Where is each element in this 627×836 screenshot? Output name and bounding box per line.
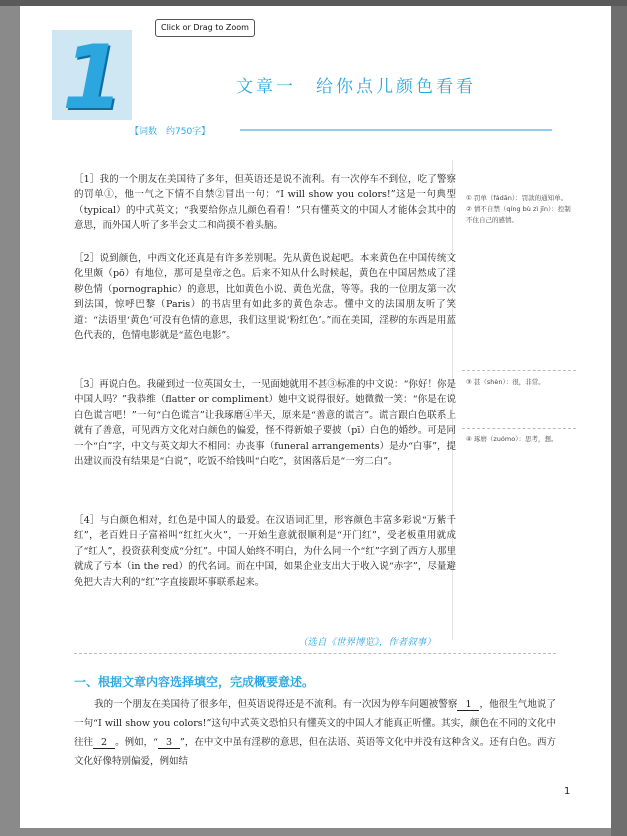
footnote-1: ① 罚单（fádān）：罚款的通知单。 — [466, 194, 568, 202]
footnote-3: ③ 甚（shèn）：很，非常。 — [466, 378, 545, 386]
exercise-heading: 一、根据文章内容选择填空，完成概要意述。 — [74, 675, 315, 689]
article-paragraph-2: ［2］说到颜色，中西文化还真是有许多差别呢。先从黄色说起吧。本来黄色在中国传统文化里颇（pō）有地位，那可是皇帝之色。后来不知从什么时候起，黄色在中国居然成了淫秽色情（pornographic）的意思，比如黄色小说、黄色光盘，等等。我的一位朋友第一次到法国，惊呼巴黎（Paris）的书店里有如此多的黄色杂志。懂中文的法国朋友听了笑道：“法语里‘黄色’可没有色情的意思，我们这里说‘粉红色’。”而在美国，淫秽的东西是用蓝色代表的，色情电影就是“蓝色电影”。 — [74, 253, 456, 342]
chapter-number: 1 — [62, 26, 124, 129]
note-separator — [462, 428, 576, 429]
note-separator — [462, 370, 576, 371]
article-paragraph-1: ［1］我的一个朋友在美国待了多年，但英语还是说不流利。有一次停车不到位，吃了警察的罚单①，他一气之下情不自禁②冒出一句：“I will show you colors!”这是一句典型（typical）的中式英文；“我要给你点儿颜色看看！”只有懂英文的中国人才能体会其中的意思，而外国人听了多半会丈二和尚摸不着头脑。 — [74, 174, 456, 232]
blank-2[interactable]: 2 — [93, 737, 115, 749]
article-paragraph-3: ［3］再说白色。我碰到过一位英国女士，一见面她就用不甚③标准的中文说：“你好！你是中国人吗？”我恭维（flatter or compliment）她中文说得很好。她微微一笑：“你是在说白色谎言吧！”一句“白色谎言”让我琢磨④半天，原来是“善意的谎言”。谎言跟白色联系上就有了善意，可见西方文化对白颜色的偏爱，怪不得新娘子要披（pī）白色的婚纱。可是同一个“白”字，中文与英文却大不相同：办丧事（funeral arrangements）是办“白事”，提出建议而没有结果是“白说”，吃饭不给钱叫“白吃”，贫困落后是“一穷二白”。 — [74, 379, 456, 468]
article-paragraph-4: ［4］与白颜色相对，红色是中国人的最爱。在汉语词汇里，形容颜色丰富多彩说“万紫千红”，老百姓日子富裕叫“红红火火”，一开始生意就很顺利是“开门红”，受老板重用就成了“红人”，投资获利变成“分红”。中国人始终不明白，为什么同一个“红”字到了西方人那里就成了亏本（in the red）的代名词。而在中国，如果企业支出大于收入说“赤字”，尽量避免把大吉大利的“红”字直接跟坏事联系起来。 — [74, 515, 456, 588]
viewer-scroll-gutter[interactable] — [611, 6, 627, 836]
exercise-summary — [74, 695, 556, 771]
blank-3[interactable]: 3 — [158, 737, 180, 749]
word-count: 【词数 约750字】 — [130, 127, 211, 137]
chapter-title: 文章一 给你点儿颜色看看 — [236, 77, 476, 97]
header-rule — [240, 129, 552, 131]
zoom-button[interactable]: Click or Drag to Zoom — [155, 19, 255, 37]
article-source: （选自《世界博览》，作者叙事） — [298, 637, 436, 648]
section-divider — [74, 653, 556, 654]
summary-text: 。例如，“ — [115, 737, 158, 748]
page-number: 1 — [564, 786, 571, 797]
blank-1[interactable]: 1 — [457, 699, 479, 711]
summary-text: ”，在中文中虽有淫秽的意思，但在法语、英语等文化中并没有这种含义。还有白色。西方文化好像特别偏爱，例如结 — [74, 737, 557, 767]
footnote-4: ④ 琢磨（zuómo）：思考，想。 — [466, 435, 558, 443]
footnote-2: ② 情不自禁（qíng bù zì jīn）：控制不住自己的感情。 — [466, 205, 571, 224]
summary-text: ，他很生气地说了一句“I will show you colors!”这句中式英文恐怕只有懂英文的中国人才能真正听懂。其实，颜色在不同的文化中往往 — [74, 699, 556, 748]
summary-text: 我的一个朋友在美国待了很多年，但英语说得还是不流利。有一次因为停车问题被警察 — [94, 699, 458, 710]
